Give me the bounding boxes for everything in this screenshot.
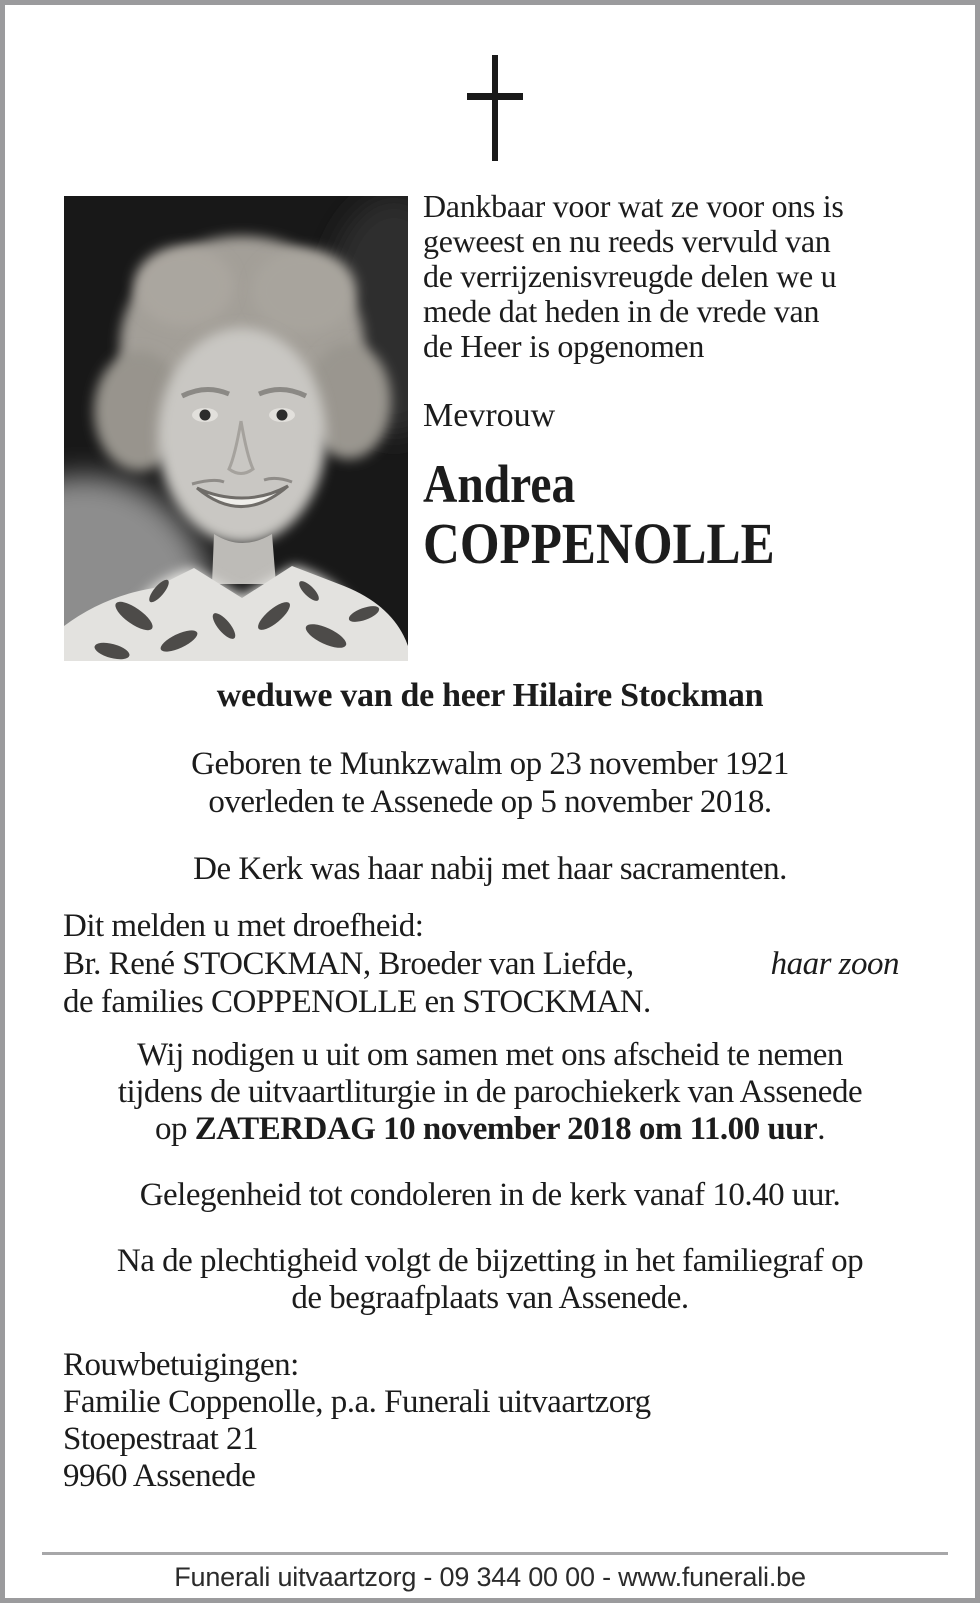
address-title: Rouwbetuigingen: (63, 1347, 299, 1383)
address-line2: Stoepestraat 21 (63, 1421, 259, 1457)
intro-line: de verrijzenisvreugde delen we u (423, 258, 837, 294)
intro-paragraph (423, 189, 963, 364)
service-line3 (5, 1111, 975, 1148)
announcement-son-line: Br. René STOCKMAN, Broeder van Liefde, (63, 946, 634, 982)
address-line1: Familie Coppenolle, p.a. Funerali uitvaartzorg (63, 1384, 651, 1420)
widow-of-line: weduwe van de heer Hilaire Stockman (216, 677, 764, 714)
service-block (5, 1037, 975, 1148)
service-line1: Wij nodigen u uit om samen met ons afscheid te nemen (137, 1037, 843, 1073)
footer-funeral-home-info: Funerali uitvaartzorg - 09 344 00 00 - www.funerali.be (174, 1562, 806, 1592)
deceased-name (423, 455, 898, 575)
service-line3-prefix: op (155, 1111, 195, 1147)
announcement-row (63, 945, 899, 983)
burial-block (5, 1243, 975, 1317)
intro-line: de Heer is opgenomen (423, 328, 705, 364)
birth-death-block (5, 745, 975, 821)
service-line2: tijdens de uitvaartliturgie in de parochiekerk van Assenede (117, 1074, 863, 1110)
deceased-first-name: Andrea (423, 454, 576, 514)
deceased-last-name: COPPENOLLE (423, 511, 775, 576)
death-line: overleden te Assenede op 5 november 2018. (208, 784, 772, 820)
announcement-block (63, 907, 899, 1021)
service-date-time: ZATERDAG 10 november 2018 om 11.00 uur (194, 1111, 818, 1147)
address-line3: 9960 Assenede (63, 1458, 256, 1494)
burial-line1: Na de plechtigheid volgt de bijzetting in het familiegraf op (116, 1243, 864, 1279)
portrait-photo (64, 196, 408, 661)
portrait-photo-graphic (64, 196, 408, 661)
intro-column (423, 189, 963, 575)
condolences-address-block (63, 1347, 651, 1495)
cross-icon (467, 55, 523, 161)
intro-line: geweest en nu reeds vervuld van (423, 223, 831, 259)
salutation: Mevrouw (423, 397, 556, 434)
cross-horizontal-bar (467, 93, 523, 100)
footer-divider (42, 1552, 948, 1555)
burial-line2: de begraafplaats van Assenede. (291, 1280, 689, 1316)
intro-line: Dankbaar voor wat ze voor ons is (423, 188, 844, 224)
announcement-intro: Dit melden u met droefheid: (63, 908, 424, 944)
announcement-families-line: de families COPPENOLLE en STOCKMAN. (63, 984, 651, 1020)
birth-line: Geboren te Munkzwalm op 23 november 1921 (191, 746, 789, 782)
intro-line: mede dat heden in de vrede van (423, 293, 820, 329)
condolence-line: Gelegenheid tot condoleren in de kerk vanaf 10.40 uur. (139, 1177, 841, 1213)
cross-vertical-bar (492, 55, 498, 161)
relation-label: haar zoon (770, 946, 899, 982)
church-line: De Kerk was haar nabij met haar sacramenten. (193, 851, 787, 887)
service-line3-suffix: . (817, 1111, 825, 1147)
